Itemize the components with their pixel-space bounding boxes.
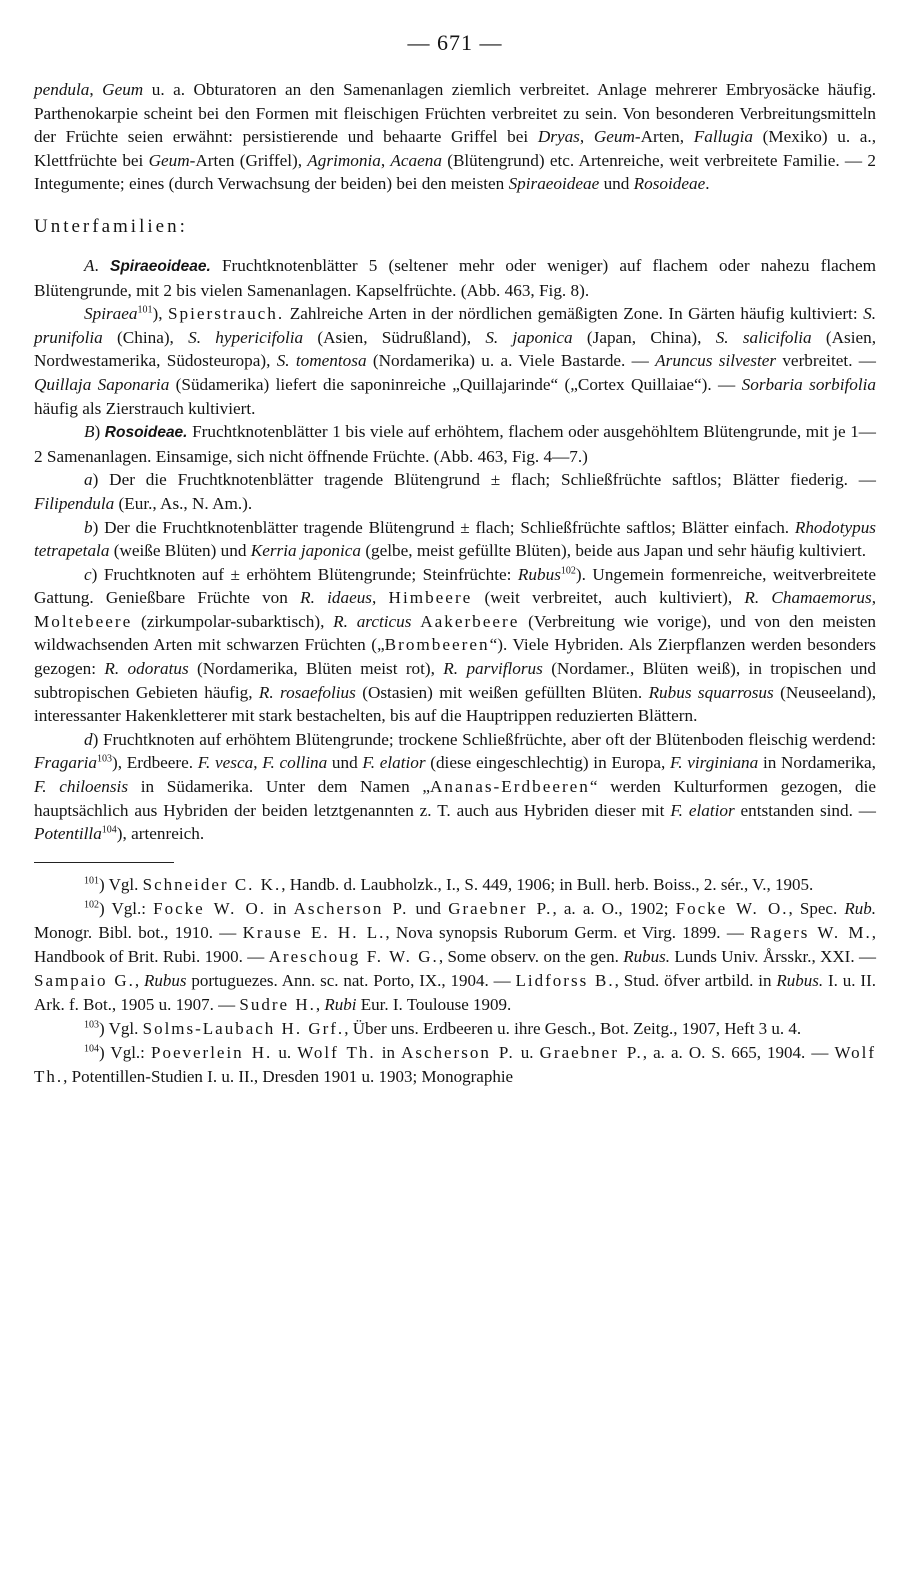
text-run: -Arten (Griffel), [189, 150, 308, 170]
italic-text: Fragaria [34, 753, 98, 773]
text-run: Lunds Univ. Årsskr., XXI. — [669, 946, 876, 966]
text-run: , Stud. öfver artbild. in [614, 970, 777, 990]
italic-text: R. parviflorus [443, 659, 543, 679]
italic-text: S. hypericifolia [188, 327, 304, 347]
paragraph-c-rubus [34, 563, 876, 728]
paragraph-b-rhodotypus [34, 516, 876, 563]
paragraph-spiraeoideae [34, 254, 876, 302]
text-run: ) Vgl.: [99, 1042, 151, 1062]
page-number: — 671 — [407, 30, 503, 55]
text-run: in Südamerika. Unter dem Namen „ [128, 777, 431, 797]
spaced-text: Areschoug F. W. G. [268, 946, 439, 966]
spaced-text: Moltebeere [34, 611, 133, 631]
text-run: , a. a. O., 1902; [552, 898, 676, 918]
text-run: häufig als Zierstrauch kultiviert. [34, 398, 256, 418]
text-run: -Arten, [634, 127, 694, 147]
text-run: . [705, 174, 710, 194]
text-run: , [871, 588, 876, 608]
text-run: (diese eingeschlechtig) in Europa, [425, 753, 670, 773]
text-run: Monogr. Bibl. bot., 1910. — [34, 922, 243, 942]
italic-text: Potentilla [34, 824, 102, 844]
italic-text: S. prunifolia [34, 304, 876, 347]
text-run: (Südamerika) liefert die saponinreiche „Quillajarinde“ („Cortex Quillaiae“). — [169, 374, 742, 394]
italic-text: F. vesca [197, 753, 254, 773]
footnote-divider [34, 862, 174, 863]
text-run: (Blütengrund) etc. Artenreiche, weit verbreitete Familie. — 2 Integumente; eines (durch Verwachsung der beiden) bei den meisten [34, 150, 876, 194]
text-run: , [372, 588, 389, 608]
footnote-ref: 103 [97, 753, 113, 765]
italic-text: R. idaeus [300, 588, 372, 608]
italic-text: R. Chamaemorus [744, 588, 872, 608]
italic-text: A [84, 255, 95, 275]
spaced-text: Lidforss B. [515, 970, 615, 990]
italic-text: a [84, 470, 93, 490]
text-run: (Nordamer., Blüten weiß), in tropischen und subtropischen Gebieten häufig, [34, 659, 876, 702]
spaced-text: Ascherson P. [293, 898, 409, 918]
italic-text: F. elatior [670, 800, 735, 820]
paragraph-rosoideae [34, 420, 876, 468]
paragraph-spiraea [34, 302, 876, 420]
italic-text: Agrimonia [307, 150, 381, 170]
text-run: , Spec. [788, 898, 845, 918]
italic-text: S. salicifolia [715, 327, 812, 347]
text-run: , [380, 150, 391, 170]
italic-text: R. rosaefolius [258, 682, 356, 702]
subfamily-name: Rosoideae. [104, 424, 188, 442]
italic-text: Fallugia [693, 127, 753, 147]
italic-text: Geum [593, 127, 635, 147]
text-run: (Verbreitung wie vorige), und von den meisten wildwachsenden Arten mit schwarzen Früchten („ [34, 611, 877, 655]
paragraph-d-fragaria [34, 728, 876, 846]
text-run: , Handbook of Brit. Rubi. 1900. — [34, 922, 876, 966]
text-run: und [408, 898, 449, 918]
italic-text: b [84, 517, 93, 537]
italic-text: Geum [148, 150, 190, 170]
italic-text: F. elatior [362, 753, 426, 773]
text-run: (Asien, Nordwestamerika, Südosteuropa), [34, 327, 877, 371]
text-run: , [253, 753, 263, 773]
italic-text: B [84, 422, 95, 442]
text-run: u. a. Obturatoren an den Samenanlagen ziemlich verbreitet. Anlage mehrerer Embryosäcke häufig. Parthenokarpie scheint bei den Formen mit fleischigen Früchten verbreitet zu sein. Von besonderen Verbreitungsmitteln der Früchte seien erwähnt: persistierende und behaarte Griffel bei [34, 80, 877, 147]
spaced-text: Ascherson P. [401, 1042, 515, 1062]
spaced-text: Poeverlein H. [150, 1042, 273, 1062]
footnote-ref: 101 [84, 875, 99, 887]
text-run: ) Vgl.: [99, 898, 154, 918]
italic-text: Kerria japonica [250, 541, 362, 561]
footnote-104 [34, 1041, 876, 1089]
footnote-ref: 101 [137, 304, 153, 316]
text-run: (gelbe, meist gefüllte Blüten), beide aus Japan und sehr häufig kultiviert. [361, 541, 867, 561]
spaced-text: Brombeeren [384, 635, 490, 655]
spaced-text: Sudre H. [239, 994, 316, 1014]
footnotes [34, 873, 876, 1089]
italic-text: Rubus. [776, 970, 824, 990]
italic-text: Sorbaria sorbifolia [741, 374, 876, 394]
text-run [411, 612, 420, 631]
text-run: ) Vgl. [99, 1018, 143, 1038]
italic-text: Rhodotypus tetrapetala [34, 517, 876, 561]
text-run: (Ostasien) mit weißen gefüllten Blüten. [355, 682, 649, 702]
italic-text: F. collina [262, 753, 328, 773]
italic-text: R. arcticus [333, 611, 412, 631]
text-run: u. [272, 1042, 298, 1062]
text-run: , Über uns. Erdbeeren u. ihre Gesch., Bot. Zeitg., 1907, Heft 3 u. 4. [344, 1018, 802, 1038]
text-run: und [599, 174, 634, 194]
text-run: (Eur., As., N. Am.). [114, 493, 253, 513]
text-run: I. u. II. Ark. f. Bot., 1905 u. 1907. — [34, 970, 876, 1014]
text-run: (Mexiko) u. a., Klettfrüchte bei [34, 127, 877, 170]
italic-text: Rubus [517, 564, 561, 584]
italic-text: Filipendula [34, 493, 115, 513]
text-run: Fruchtknotenblätter 5 (seltener mehr oder weniger) auf flachem oder nahezu flachem Blütengrunde, mit 2 bis vielen Samenanlagen. Kapselfrüchte. (Abb. 463, Fig. 8). [34, 255, 876, 300]
text-run: ), Erdbeere. [112, 753, 198, 773]
spaced-text: Wolf Th. [297, 1042, 376, 1062]
text-run: , Some observ. on the gen. [438, 946, 624, 966]
footnote-101 [34, 873, 876, 897]
footnote-ref: 104 [84, 1043, 99, 1055]
text-run: (weit verbreitet, auch kultiviert), [472, 588, 745, 608]
text-run: , [579, 127, 594, 147]
italic-text: S. japonica [485, 327, 573, 347]
italic-text: Spiraeoideae [508, 174, 600, 194]
spaced-text: Wolf Th. [34, 1042, 877, 1086]
text-run: , [315, 994, 325, 1014]
footnote-ref: 102 [560, 564, 576, 576]
spaced-text: Ragers W. M. [750, 922, 872, 942]
text-run: (weiße Blüten) und [109, 541, 251, 561]
text-run: in [375, 1042, 402, 1062]
footnote-ref: 103 [84, 1019, 99, 1031]
italic-text: Spiraea [84, 304, 138, 324]
text-run: . [94, 255, 110, 275]
spaced-text: Schneider C. K. [142, 874, 282, 894]
text-run: (Nordamerika) u. a. Viele Bastarde. — [366, 351, 656, 371]
body-paragraphs [34, 254, 876, 846]
footnote-103 [34, 1017, 876, 1041]
text-run: ) [94, 422, 105, 442]
text-run: Zahlreiche Arten in der nördlichen gemäßigten Zone. In Gärten häufig kultiviert: [284, 304, 864, 324]
spaced-text: Aakerbeere [420, 611, 520, 631]
document-page [34, 30, 876, 1089]
spaced-text: Focke W. O. [675, 898, 789, 918]
spaced-text: Sampaio G. [34, 970, 135, 990]
italic-text: S. tomentosa [276, 351, 367, 371]
spaced-text: Graebner P. [539, 1042, 643, 1062]
italic-text: Rubus. [623, 946, 670, 966]
text-run: , a. a. O. S. 665, 1904. — [642, 1042, 835, 1062]
italic-text: d [84, 729, 93, 749]
text-run: ) Der die Fruchtknotenblätter tragende Blütengrund ± flach; Schließfrüchte saftlos; Blätter fiederig. — [92, 470, 876, 490]
text-run: entstanden sind. — [734, 800, 876, 820]
text-run: ), artenreich. [116, 824, 205, 844]
text-run: ), [152, 304, 168, 324]
text-run: (Neuseeland), interessanter Hakenkletterer mit stark bestachelten, bis auf die Hauptrippen reduzierten Blättern. [34, 682, 877, 726]
italic-text: c [84, 564, 92, 584]
paragraph-a-filipendula [34, 468, 876, 515]
footnote-ref: 102 [84, 899, 99, 911]
spaced-text: Graebner P. [448, 898, 553, 918]
text-run: , [89, 80, 103, 99]
italic-text: F. chiloensis [34, 777, 129, 797]
italic-text: Rubi [324, 994, 357, 1014]
spaced-text: Solms-Laubach H. Grf. [142, 1018, 345, 1038]
text-run: , Nova synopsis Ruborum Germ. et Virg. 1899. — [385, 922, 751, 942]
text-run: (Asien, Südrußland), [303, 327, 486, 347]
italic-text: Aruncus silvester [655, 351, 777, 371]
text-run: und [327, 753, 363, 773]
text-run: (zirkumpolar-subarktisch), [132, 611, 334, 631]
footnote-102 [34, 897, 876, 1017]
text-run: ) Vgl. [99, 874, 143, 894]
text-run: ) Der die Fruchtknotenblätter tragende Blütengrund ± flach; Schließfrüchte saftlos; Blätter einfach. [92, 517, 795, 537]
italic-text: Quillaja Saponaria [34, 374, 170, 394]
text-run: in Nordamerika, [758, 753, 876, 773]
spaced-text: Focke W. O. [153, 898, 267, 918]
text-run: verbreitet. — [776, 351, 876, 371]
italic-text: Rubus [144, 970, 187, 990]
italic-text: R. odoratus [104, 659, 189, 679]
italic-text: Geum [102, 80, 144, 99]
italic-text: Rosoideae [633, 174, 706, 194]
text-run: “ werden Kulturformen gezogen, die hauptsächlich aus Hybriden der beiden letztgenannten z. T. auch aus Hybriden dieser mit [34, 777, 876, 820]
spaced-text: Spierstrauch. [167, 304, 285, 324]
italic-text: Rubus squarrosus [648, 682, 774, 702]
text-run: portuguezes. Ann. sc. nat. Porto, IX., 1904. — [186, 970, 516, 990]
text-run: ) Fruchtknoten auf erhöhtem Blütengrunde; trockene Schließfrüchte, aber oft der Blütenboden fleischig werdend: [92, 729, 876, 749]
section-heading: Unterfamilien: [34, 215, 188, 237]
text-run: “). Viele Hybriden. Als Zierpflanzen werden besonders gezogen: [34, 635, 876, 679]
text-run: Fruchtknotenblätter 1 bis viele auf erhöhtem, flachem oder ausgehöhltem Blütengrunde, mit je 1—2 Samenanlagen. Einsamige, sich nicht öffnende Früchte. (Abb. 463, Fig. 4—7.) [34, 422, 876, 466]
italic-text: pendula [34, 80, 90, 99]
italic-text: Dryas [537, 127, 580, 147]
spaced-text: Krause E. H. L. [242, 922, 386, 942]
italic-text: Rub. [844, 898, 877, 918]
subfamily-name: Spiraeoideae. [110, 257, 211, 275]
text-run: (China), [102, 327, 189, 347]
text-run: in [266, 898, 294, 918]
text-run: u. [514, 1042, 540, 1062]
text-run: (Nordamerika, Blüten meist rot), [188, 659, 444, 679]
text-run: , [134, 970, 145, 990]
spaced-text: Himbeere [388, 588, 473, 608]
italic-text: F. virginiana [669, 753, 759, 773]
text-run: Eur. I. Toulouse 1909. [356, 994, 512, 1014]
italic-text: Acaena [390, 150, 442, 170]
text-run: ) Fruchtknoten auf ± erhöhtem Blütengrunde; Steinfrüchte: [91, 564, 518, 584]
text-run: , Handb. d. Laubholzk., I., S. 449, 1906; in Bull. herb. Boiss., 2. sér., V., 1905. [281, 874, 814, 894]
intro-paragraph [34, 78, 876, 196]
footnote-ref: 104 [101, 824, 117, 836]
text-run: (Japan, China), [572, 327, 716, 347]
text-run: ). Ungemein formenreiche, weitverbreitete Gattung. Genießbare Früchte von [34, 564, 876, 608]
spaced-text: Ananas-Erdbeeren [430, 777, 590, 797]
text-run: , Potentillen-Studien I. u. II., Dresden 1901 u. 1903; Monographie [63, 1066, 514, 1086]
